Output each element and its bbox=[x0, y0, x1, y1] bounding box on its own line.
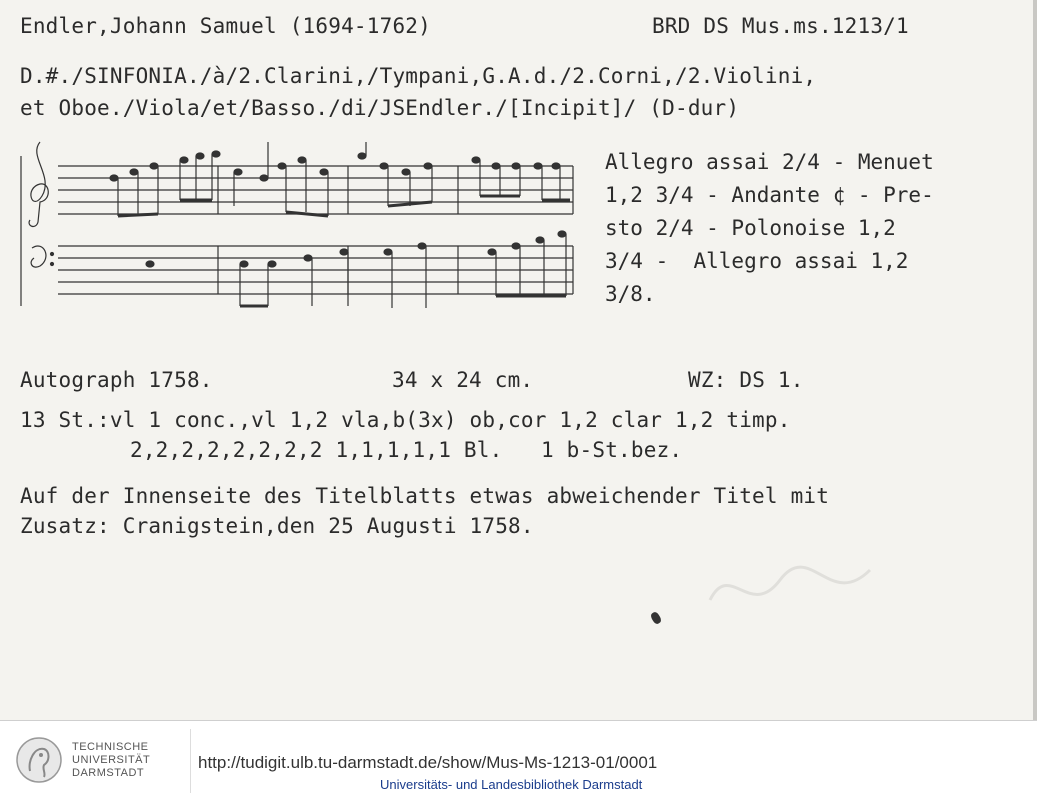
composer-heading: Endler,Johann Samuel (1694-1762) bbox=[20, 14, 431, 38]
tu-darmstadt-logo[interactable] bbox=[14, 729, 184, 793]
permalink-url[interactable]: http://tudigit.ulb.tu-darmstadt.de/show/Mus-Ms-1213-01/0001 bbox=[198, 753, 658, 772]
title-line-1: D.#./SINFONIA./à/2.Clarini,/Tympani,G.A.d./2.Corni,/2.Violini, bbox=[20, 64, 817, 88]
title-line-2: et Oboe./Viola/et/Basso./di/JSEndler./[Incipit]/ (D-dur) bbox=[20, 96, 740, 120]
movement-line: sto 2/4 - Polonoise 1,2 bbox=[605, 216, 896, 240]
movement-line: 3/4 - Allegro assai 1,2 bbox=[605, 249, 909, 273]
music-incipit-staff-icon bbox=[18, 136, 578, 316]
movement-line: Allegro assai 2/4 - Menuet bbox=[605, 150, 934, 174]
shelfmark: BRD DS Mus.ms.1213/1 bbox=[652, 14, 909, 38]
note-line-1: Auf der Innenseite des Titelblatts etwas abweichender Titel mit bbox=[20, 484, 830, 508]
movement-line: 3/8. bbox=[605, 282, 656, 306]
movement-list bbox=[605, 146, 1015, 311]
viewer-footer bbox=[0, 720, 1037, 801]
card-edge bbox=[1033, 0, 1037, 720]
paper-size: 34 x 24 cm. bbox=[392, 368, 534, 392]
ink-speck bbox=[650, 611, 663, 625]
library-name-link[interactable]: Universitäts- und Landesbibliothek Darmstadt bbox=[380, 777, 643, 792]
faint-pencil-mark bbox=[690, 540, 900, 640]
footer-divider bbox=[190, 729, 191, 793]
parts-line-1: 13 St.:vl 1 conc.,vl 1,2 vla,b(3x) ob,cor 1,2 clar 1,2 timp. bbox=[20, 408, 791, 432]
note-line-2: Zusatz: Cranigstein,den 25 Augusti 1758. bbox=[20, 514, 534, 538]
logo-line: TECHNISCHE bbox=[72, 741, 149, 753]
logo-line: UNIVERSITÄT bbox=[72, 754, 151, 766]
watermark-code: WZ: DS 1. bbox=[688, 368, 804, 392]
autograph-date: Autograph 1758. bbox=[20, 368, 213, 392]
logo-line: DARMSTADT bbox=[72, 767, 145, 779]
movement-line: 1,2 3/4 - Andante ¢ - Pre- bbox=[605, 183, 934, 207]
parts-line-2: 2,2,2,2,2,2,2,2 1,1,1,1,1 Bl. 1 b-St.bez. bbox=[130, 438, 683, 462]
logo-wordmark bbox=[72, 741, 150, 780]
tu-darmstadt-seal-icon bbox=[14, 731, 64, 789]
